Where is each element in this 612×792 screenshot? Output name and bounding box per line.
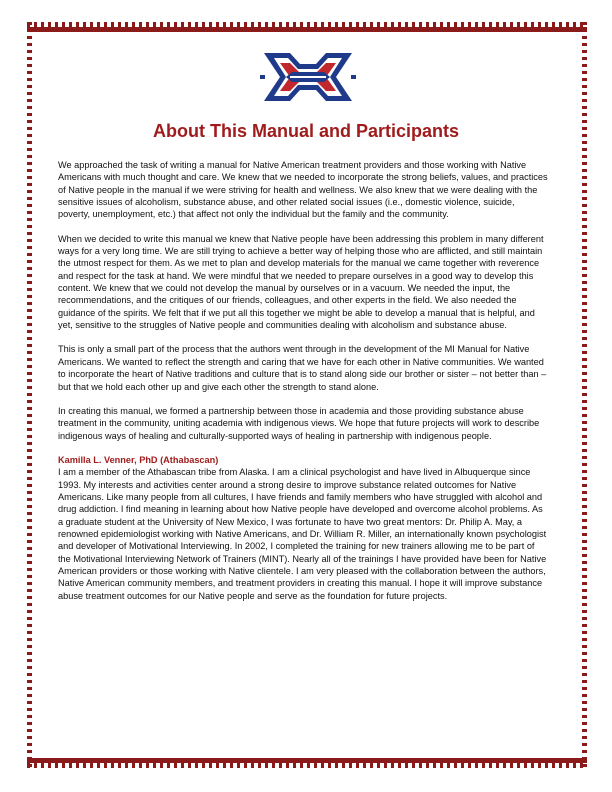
decorative-border-top	[27, 22, 587, 32]
page-title: About This Manual and Participants	[152, 121, 460, 141]
process-paragraph: This is only a small part of the process that the authors went through in the development of the MI Manual for Native Americans. We wanted to reflect the strength and caring that we have for each other in Native communities. We wanted to incorporate the heart of Native traditions and culture that is to stand along side our brother or sister – not better than – but that we hold each other up and give each other the strength to stand alone.	[58, 344, 547, 392]
decorative-border-bottom	[27, 758, 587, 768]
partnership-paragraph: In creating this manual, we formed a partnership between those in academia and those providing substance abuse treatment in the community, uniting academia with indigenous views. We hope that future projects will work to describe indigenous ways of healing and culturally-supported ways of healing in partnership with indigenous people.	[58, 405, 540, 441]
author-bio: I am a member of the Athabascan tribe from Alaska. I am a clinical psychologist and have lived in Albuquerque since 1993. My interests and activities center around a strong desire to improve substance related outcomes for Native Americans. Like many people from all cultures, I have friends and family members who have struggled with alcohol and drug addiction. I find meaning in learning about how Native people have developed and overcome alcohol problems. As a graduate student at the University of New Mexico, I was fortunate to have two great mentors: Dr. Philip A. May, a renowned epidemiologist working with Native Americans, and Dr. William R. Miller, an internationally known psychologist and developer of Motivational Interviewing. In 2002, I completed the training for new trainers allowing me to be part of the Motivational Interviewing Network of Trainers (MINT). Nearly all of the trainings I have provided have been for Native American providers or those working with Native clientele. I am very pleased with the collaboration between the authors, Native American community members, and treatment providers in creating this manual. I hope it will improve substance abuse treatment outcomes for our Native people and serve as the foundation for future projects.	[58, 467, 547, 601]
author-name: Kamilla L. Venner, PhD (Athabascan)	[58, 454, 219, 465]
native-pattern-emblem-icon	[260, 50, 356, 104]
history-paragraph: When we decided to write this manual we knew that Native people have been addressing this problem in many different ways for a very long time. We are still trying to achieve a better way of helping those who are afflicted, and still maintain the utmost respect for them. As we met to plan and develop materials for the manual we came together with reverence and respect for the task at hand. We were mindful that we needed to prepare ourselves in a good way to develop this content. We knew that we could not develop the manual by ourselves or in a vacuum. We needed the input, the recommendations, and the critiques of our friends, colleagues, and other experts in the field. We also needed the guidance of the spirits. We felt that if we put all this together we might be able to develop a manual that is helpful, and yet, sensitive to the struggles of Native people and communities dealing with alcoholism and substance abuse.	[58, 233, 544, 331]
document-body	[58, 159, 548, 614]
intro-paragraph: We approached the task of writing a manual for Native American treatment providers and those working with Native Americans with much thought and care. We knew that we needed to incorporate the strong beliefs, values, and practices of Native people in the manual if we were striving for health and wellness. We also knew that we were dealing with the sensitive issues of alcoholism, substance abuse, and other related social issues (i.e., domestic violence, suicide, poverty, unemployment, etc.) that affect not only the individual but the family and the community.	[58, 160, 548, 220]
